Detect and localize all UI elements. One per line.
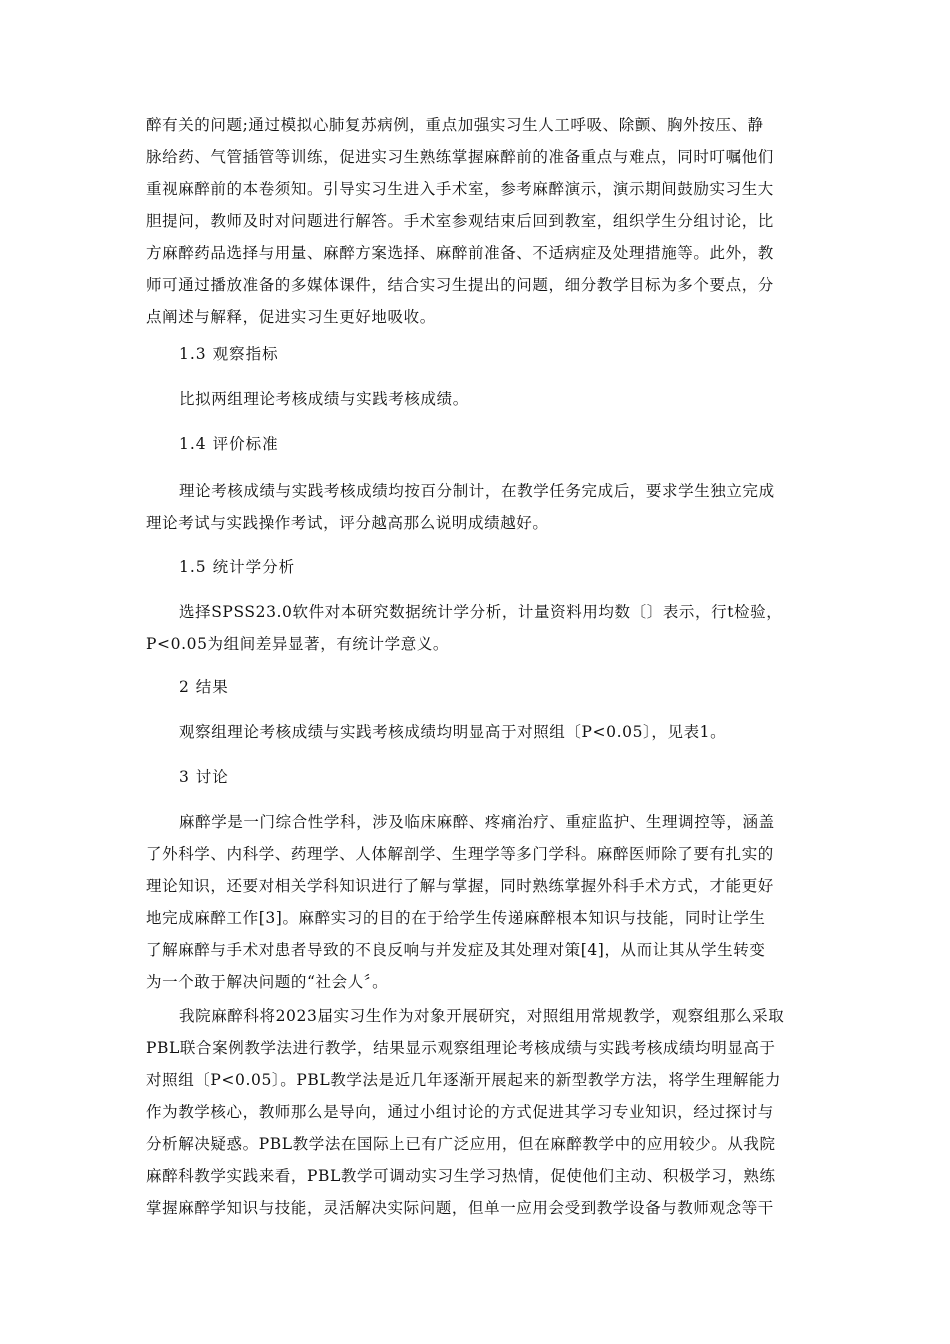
text-line: PBL联合案例教学法进行教学，结果显示观察组理论考核成绩与实践考核成绩均明显高于 [146, 1039, 776, 1057]
paragraph-intro [146, 109, 806, 333]
text-line: 点阐述与解释，促进实习生更好地吸收。 [146, 308, 436, 326]
text-line: 选择SPSS23.0软件对本研究数据统计学分析，计量资料用均数〔〕表示，行t检验， [179, 603, 783, 621]
paragraph-3b [146, 1000, 806, 1224]
text-line: 醉有关的问题;通过模拟心肺复苏病例，重点加强实习生人工呼吸、除颤、胸外按压、静 [146, 116, 764, 134]
text-line: 作为教学核心，教师那么是导向，通过小组讨论的方式促进其学习专业知识，经过探讨与 [146, 1103, 774, 1121]
section-heading-1-5: 1.5 统计学分析 [179, 558, 296, 576]
text-line: 了外科学、内科学、药理学、人体解剖学、生理学等多门学科。麻醉医师除了要有扎实的 [146, 845, 774, 863]
text-line: 理论知识，还要对相关学科知识进行了解与掌握，同时熟练掌握外科手术方式，才能更好 [146, 877, 774, 895]
text-line: 对照组〔P<0.05〕。PBL教学法是近几年逐渐开展起来的新型教学方法，将学生理解能力 [146, 1071, 782, 1089]
paragraph-1-5 [146, 596, 806, 660]
text-line: P<0.05为组间差异显著，有统计学意义。 [146, 635, 450, 653]
text-line: 地完成麻醉工作[3]。麻醉实习的目的在于给学生传递麻醉根本知识与技能，同时让学生 [146, 909, 766, 927]
text-line: 为一个敢于解决问题的“社会人〞。 [146, 973, 389, 991]
section-heading-1-3: 1.3 观察指标 [179, 345, 279, 363]
text-line: 麻醉学是一门综合性学科，涉及临床麻醉、疼痛治疗、重症监护、生理调控等，涵盖 [179, 813, 775, 831]
text-line: 胆提问，教师及时对问题进行解答。手术室参观结束后回到教室，组织学生分组讨论，比 [146, 212, 774, 230]
text-line: 了解麻醉与手术对患者导致的不良反响与并发症及其处理对策[4]，从而让其从学生转变 [146, 941, 766, 959]
text-line: 方麻醉药品选择与用量、麻醉方案选择、麻醉前准备、不适病症及处理措施等。此外，教 [146, 244, 774, 262]
paragraph-2 [146, 716, 806, 748]
text-line: 师可通过播放准备的多媒体课件，结合实习生提出的问题，细分教学目标为多个要点，分 [146, 276, 774, 294]
text-line: 理论考核成绩与实践考核成绩均按百分制计，在教学任务完成后，要求学生独立完成 [179, 482, 775, 500]
text-line: 我院麻醉科将2023届实习生作为对象开展研究，对照组用常规教学，观察组那么采取 [179, 1007, 785, 1025]
section-heading-3: 3 讨论 [179, 768, 229, 786]
text-line: 观察组理论考核成绩与实践考核成绩均明显高于对照组〔P<0.05〕，见表1。 [179, 723, 727, 741]
section-heading-2: 2 结果 [179, 678, 229, 696]
paragraph-3a [146, 806, 806, 998]
section-heading-1-4: 1.4 评价标准 [179, 435, 279, 453]
text-line: 比拟两组理论考核成绩与实践考核成绩。 [179, 390, 469, 408]
text-line: 掌握麻醉学知识与技能，灵活解决实际问题，但单一应用会受到教学设备与教师观念等干 [146, 1199, 774, 1217]
text-line: 重视麻醉前的本卷须知。引导实习生进入手术室，参考麻醉演示，演示期间鼓励实习生大 [146, 180, 774, 198]
text-line: 分析解决疑惑。PBL教学法在国际上已有广泛应用，但在麻醉教学中的应用较少。从我院 [146, 1135, 776, 1153]
text-line: 麻醉科教学实践来看，PBL教学可调动实习生学习热情，促使他们主动、积极学习，熟练 [146, 1167, 776, 1185]
text-line: 理论考试与实践操作考试，评分越高那么说明成绩越好。 [146, 514, 549, 532]
paragraph-1-3 [146, 383, 806, 415]
text-line: 脉给药、气管插管等训练，促进实习生熟练掌握麻醉前的准备重点与难点，同时叮嘱他们 [146, 148, 774, 166]
paragraph-1-4 [146, 475, 806, 539]
